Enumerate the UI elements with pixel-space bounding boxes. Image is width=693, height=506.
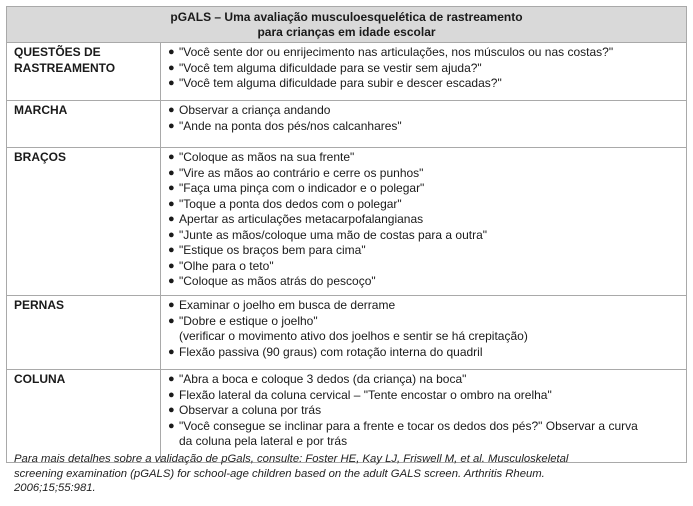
bullet-icon: ●: [168, 182, 175, 194]
item-list: [168, 298, 682, 360]
item-text: Apertar as articulações metacarpofalangianas: [179, 212, 424, 226]
item-text: Flexão passiva (90 graus) com rotação interna do quadril: [179, 344, 483, 359]
item-text: "Vire as mãos ao contrário e cerre os punhos": [179, 165, 424, 180]
table-row: [7, 101, 687, 148]
list-item: [168, 388, 682, 404]
item-text: "Coloque as mãos na sua frente": [179, 150, 355, 164]
items-cell: [161, 370, 687, 463]
item-list: [168, 372, 682, 450]
bullet-icon: ●: [168, 345, 175, 358]
item-text: Observar a criança andando: [179, 103, 331, 117]
bullet-icon: ●: [168, 404, 175, 416]
list-item: [168, 298, 682, 314]
table-title-line2: para crianças em idade escolar: [257, 25, 436, 39]
bullet-icon: ●: [168, 213, 175, 225]
list-item: [168, 274, 682, 290]
list-item: [168, 166, 682, 182]
list-item: [168, 419, 682, 450]
list-item: [168, 403, 682, 419]
category-label: QUESTÕES DE: [14, 45, 101, 59]
table-title-line1: pGALS – Uma avaliação musculoesquelética de rastreamento: [170, 10, 523, 24]
table-row: [7, 43, 687, 101]
items-cell: [161, 296, 687, 370]
item-text: "Abra a boca e coloque 3 dedos (da criança) na boca": [179, 372, 467, 386]
footnote: [14, 452, 684, 496]
item-text-continuation: (verificar o movimento ativo dos joelhos e sentir se há crepitação): [179, 329, 528, 343]
bullet-icon: ●: [168, 388, 175, 401]
bullet-icon: ●: [168, 77, 175, 89]
items-cell: [161, 43, 687, 101]
category-cell: [7, 101, 161, 148]
category-cell: [7, 148, 161, 296]
bullet-icon: ●: [168, 46, 175, 58]
item-list: [168, 103, 682, 134]
bullet-icon: ●: [168, 228, 175, 241]
items-cell: [161, 148, 687, 296]
item-text: Observar a coluna por trás: [179, 403, 322, 417]
list-item: [168, 372, 682, 388]
item-text: "Estique os braços bem para cima": [179, 243, 366, 257]
list-item: [168, 181, 682, 197]
list-item: [168, 259, 682, 275]
list-item: [168, 345, 682, 361]
table-row: [7, 148, 687, 296]
bullet-icon: ●: [168, 419, 175, 432]
bullet-icon: ●: [168, 275, 175, 287]
bullet-icon: ●: [168, 314, 175, 327]
category-label: BRAÇOS: [14, 150, 67, 164]
list-item: [168, 45, 682, 61]
item-text: "Junte as mãos/coloque uma mão de costas para a outra": [179, 227, 488, 242]
bullet-icon: ●: [168, 104, 175, 116]
list-item: [168, 212, 682, 228]
list-item: [168, 103, 682, 119]
bullet-icon: ●: [168, 299, 175, 311]
item-text: Examinar o joelho em busca de derrame: [179, 298, 396, 312]
bullet-icon: ●: [168, 373, 175, 385]
footnote-line3: 2006;15;55:981.: [14, 482, 96, 494]
category-label: MARCHA: [14, 103, 68, 117]
pgals-table: [6, 6, 687, 463]
item-text: "Você tem alguma dificuldade para subir e descer escadas?": [179, 76, 502, 90]
bullet-icon: ●: [168, 197, 175, 210]
list-item: [168, 243, 682, 259]
list-item: [168, 314, 682, 345]
item-text: "Você sente dor ou enrijecimento nas articulações, nos músculos ou nas costas?": [179, 45, 614, 59]
table-row: [7, 296, 687, 370]
item-text: "Olhe para o teto": [179, 258, 274, 273]
item-text: "Faça uma pinça com o indicador e o polegar": [179, 181, 425, 195]
item-text: "Coloque as mãos atrás do pescoço": [179, 274, 376, 288]
footnote-line1: Para mais detalhes sobre a validação de pGals, consulte: Foster HE, Kay LJ, Friswell M, et al. Musculoskeletal: [14, 453, 569, 465]
bullet-icon: ●: [168, 259, 175, 272]
table-row: [7, 370, 687, 463]
list-item: [168, 76, 682, 92]
item-text: "Dobre e estique o joelho": [179, 313, 318, 328]
item-text: "Ande na ponta dos pés/nos calcanhares": [179, 118, 402, 133]
item-text: "Você tem alguma dificuldade para se vestir sem ajuda?": [179, 60, 482, 75]
list-item: [168, 197, 682, 213]
item-list: [168, 45, 682, 92]
item-text: "Você consegue se inclinar para a frente e tocar os dedos dos pés?" Observar a curva: [179, 418, 638, 433]
item-text: Flexão lateral da coluna cervical – "Tente encostar o ombro na orelha": [179, 387, 552, 402]
category-label-line2: RASTREAMENTO: [14, 60, 116, 75]
items-cell: [161, 101, 687, 148]
category-label: COLUNA: [14, 372, 66, 386]
bullet-icon: ●: [168, 151, 175, 163]
category-label: PERNAS: [14, 298, 65, 312]
item-text: "Toque a ponta dos dedos com o polegar": [179, 196, 402, 211]
table-title: [7, 7, 687, 43]
bullet-icon: ●: [168, 166, 175, 179]
category-cell: [7, 370, 161, 463]
item-list: [168, 150, 682, 290]
list-item: [168, 150, 682, 166]
bullet-icon: ●: [168, 244, 175, 256]
list-item: [168, 228, 682, 244]
item-text-continuation: da coluna pela lateral e por trás: [179, 434, 348, 448]
bullet-icon: ●: [168, 119, 175, 132]
category-cell: [7, 43, 161, 101]
category-cell: [7, 296, 161, 370]
list-item: [168, 119, 682, 135]
list-item: [168, 61, 682, 77]
bullet-icon: ●: [168, 61, 175, 74]
footnote-line2: screening examination (pGALS) for school-age children based on the adult GALS screen. Arthritis Rheum.: [14, 467, 545, 480]
